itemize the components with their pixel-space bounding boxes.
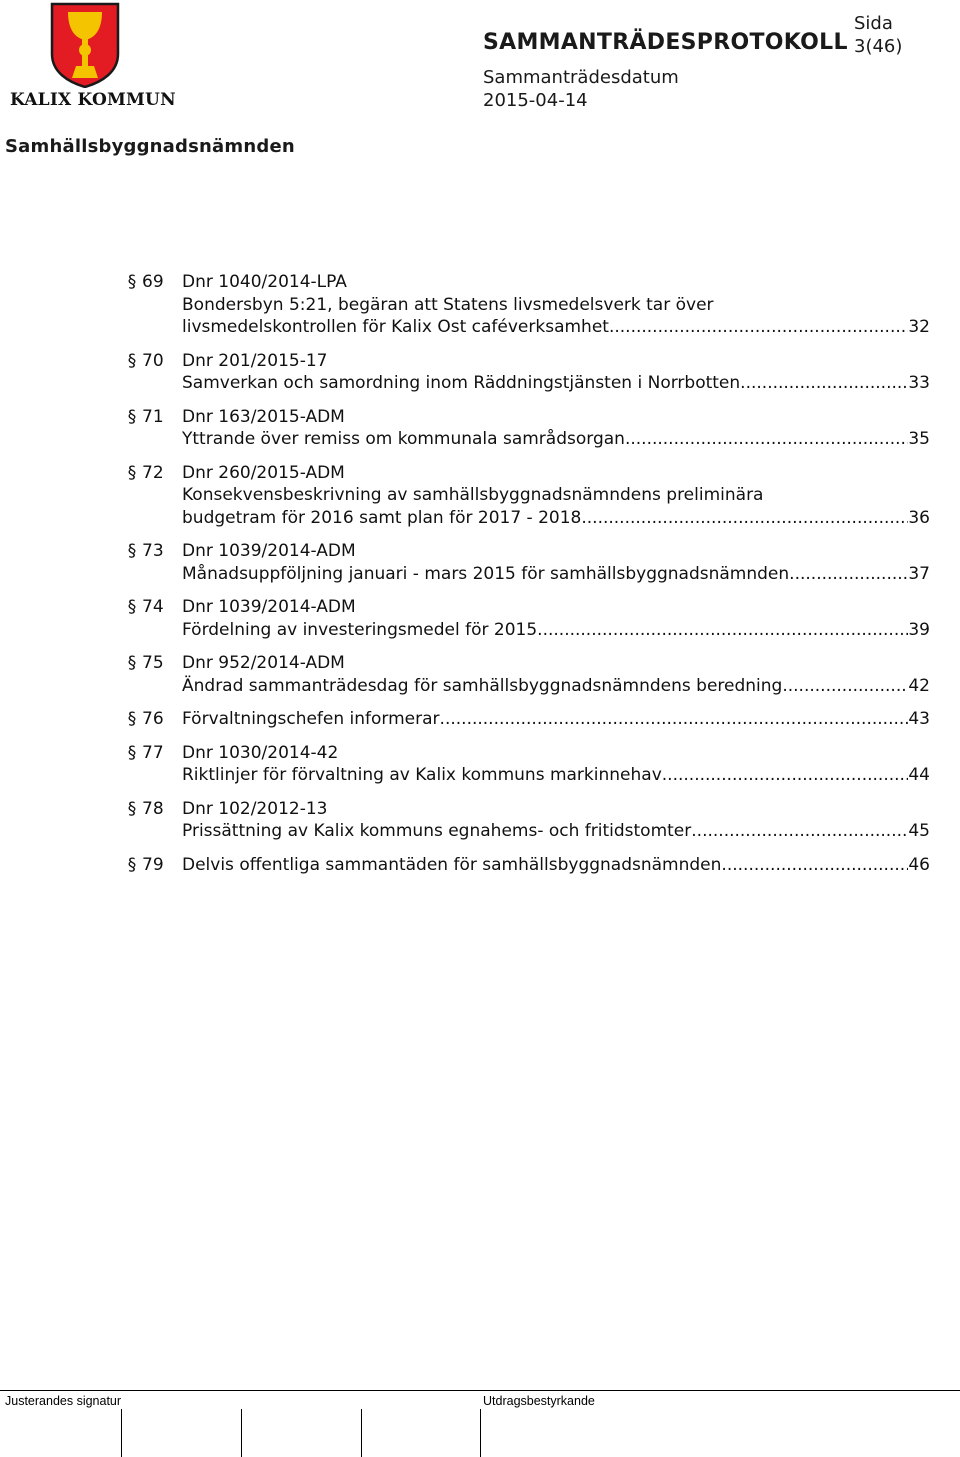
paragraph-number: 73 xyxy=(142,541,164,561)
toc-item-text: Konsekvensbeskrivning av samhällsbyggnadsnämndens preliminära xyxy=(182,485,764,505)
signature-box-divider xyxy=(121,1409,122,1457)
toc-item xyxy=(124,271,930,339)
toc-page-number: 32 xyxy=(908,317,930,337)
toc-item-body xyxy=(182,854,930,877)
toc-page-number: 35 xyxy=(908,429,930,449)
meeting-date-label: Sammanträdesdatum xyxy=(483,67,679,88)
municipality-logo xyxy=(10,2,176,114)
paragraph-sign-icon: § xyxy=(127,653,137,673)
toc-item-body xyxy=(182,350,930,395)
dot-leader xyxy=(581,507,908,530)
toc-page-number: 39 xyxy=(908,619,930,640)
paragraph-number: 70 xyxy=(142,350,164,371)
case-number: Dnr 1039/2014-ADM xyxy=(182,541,356,561)
toc-item-text: Bondersbyn 5:21, begäran att Statens livsmedelsverk tar över xyxy=(182,294,714,315)
toc-item-title-line xyxy=(182,675,930,698)
paragraph-number: 69 xyxy=(142,272,164,292)
document-title: SAMMANTRÄDESPROTOKOLL xyxy=(483,30,848,55)
logo-text: KALIX KOMMUN xyxy=(10,90,176,110)
toc-page-number: 46 xyxy=(908,854,930,875)
dot-leader xyxy=(782,675,908,698)
committee-name: Samhällsbyggnadsnämnden xyxy=(5,136,295,157)
paragraph-number: 74 xyxy=(142,597,164,617)
paragraph-number: 75 xyxy=(142,653,164,673)
dot-leader xyxy=(625,428,908,451)
paragraph-number: 79 xyxy=(142,854,164,875)
dot-leader xyxy=(691,820,908,843)
toc-item-title-line xyxy=(182,820,930,843)
dot-leader xyxy=(609,316,908,339)
toc-item-body xyxy=(182,798,930,843)
toc-item-title-line xyxy=(182,372,930,395)
toc-item-body xyxy=(182,271,930,339)
case-number: Dnr 1040/2014-LPA xyxy=(182,272,347,292)
paragraph-number: 76 xyxy=(142,709,164,729)
meeting-date: 2015-04-14 xyxy=(483,90,588,111)
toc-page-number: 42 xyxy=(908,675,930,696)
toc-page-number: 43 xyxy=(908,709,930,729)
paragraph-sign-icon: § xyxy=(127,597,137,617)
table-of-contents xyxy=(124,271,930,887)
paragraph-number: 72 xyxy=(142,462,164,483)
toc-item xyxy=(124,708,930,731)
toc-item-title: Månadsuppföljning januari - mars 2015 för samhällsbyggnadsnämnden xyxy=(182,563,790,584)
toc-item-body xyxy=(182,742,930,787)
toc-item-title-line xyxy=(182,563,930,586)
dot-leader xyxy=(789,563,908,586)
toc-item xyxy=(124,350,930,395)
paragraph-sign-icon: § xyxy=(127,798,137,819)
page-number: 3(46) xyxy=(854,36,903,57)
paragraph-sign-icon: § xyxy=(127,406,137,427)
toc-page-number: 44 xyxy=(908,765,930,785)
signature-box-divider xyxy=(480,1409,481,1457)
toc-item-body xyxy=(182,708,930,731)
toc-item-title-line xyxy=(182,708,930,731)
paragraph-number: 71 xyxy=(142,406,164,427)
toc-item-body xyxy=(182,406,930,451)
toc-page-number: 45 xyxy=(908,821,930,841)
dot-leader xyxy=(740,372,908,395)
toc-item xyxy=(124,652,930,697)
case-number: Dnr 1030/2014-42 xyxy=(182,742,339,763)
toc-item-body xyxy=(182,596,930,641)
page-label: Sida xyxy=(854,13,893,34)
dot-leader xyxy=(662,764,909,787)
toc-item-title: Samverkan och samordning inom Räddningstjänsten i Norrbotten xyxy=(182,373,741,393)
case-number: Dnr 952/2014-ADM xyxy=(182,653,345,673)
dot-leader xyxy=(721,854,908,877)
paragraph-number: 78 xyxy=(142,798,164,819)
toc-item xyxy=(124,406,930,451)
paragraph-sign-icon: § xyxy=(127,272,137,292)
toc-item-title: budgetram för 2016 samt plan för 2017 - 2018 xyxy=(182,507,582,528)
case-number: Dnr 260/2015-ADM xyxy=(182,462,345,483)
paragraph-sign-icon: § xyxy=(127,709,137,729)
toc-item-title: Riktlinjer för förvaltning av Kalix kommuns markinnehav xyxy=(182,765,662,785)
paragraph-sign-icon: § xyxy=(127,742,137,763)
paragraph-sign-icon: § xyxy=(127,541,137,561)
toc-item-title-line xyxy=(182,854,930,877)
toc-item xyxy=(124,540,930,585)
toc-item-title: Prissättning av Kalix kommuns egnahems- och fritidstomter xyxy=(182,821,692,841)
toc-item-title: Delvis offentliga sammantäden för samhällsbyggnadsnämnden xyxy=(182,854,722,875)
case-number: Dnr 163/2015-ADM xyxy=(182,406,345,427)
toc-page-number: 36 xyxy=(908,507,930,528)
dot-leader xyxy=(440,708,909,731)
case-number: Dnr 201/2015-17 xyxy=(182,350,328,371)
signature-box-divider xyxy=(361,1409,362,1457)
case-number: Dnr 1039/2014-ADM xyxy=(182,597,356,617)
toc-item-body xyxy=(182,462,930,530)
toc-item xyxy=(124,462,930,530)
toc-page-number: 33 xyxy=(908,373,930,393)
toc-item-title: Fördelning av investeringsmedel för 2015 xyxy=(182,619,538,640)
coat-of-arms-icon xyxy=(10,2,160,88)
extract-certification-label: Utdragsbestyrkande xyxy=(483,1394,595,1408)
toc-item-body xyxy=(182,540,930,585)
paragraph-sign-icon: § xyxy=(127,854,137,875)
case-number: Dnr 102/2012-13 xyxy=(182,798,328,819)
dot-leader xyxy=(537,619,908,642)
paragraph-sign-icon: § xyxy=(127,350,137,371)
toc-item xyxy=(124,742,930,787)
toc-item-title: Förvaltningschefen informerar xyxy=(182,709,440,729)
toc-item-body xyxy=(182,652,930,697)
toc-item-title: livsmedelskontrollen för Kalix Ost caféverksamhet xyxy=(182,317,609,337)
signature-footer xyxy=(0,1390,960,1457)
toc-page-number: 37 xyxy=(908,563,930,584)
toc-item xyxy=(124,854,930,877)
signature-label: Justerandes signatur xyxy=(5,1394,122,1408)
signature-box-divider xyxy=(241,1409,242,1457)
toc-item-title-line xyxy=(182,428,930,451)
paragraph-number: 77 xyxy=(142,742,164,763)
toc-item-title-line xyxy=(182,619,930,642)
toc-item-title-line xyxy=(182,316,930,339)
paragraph-sign-icon: § xyxy=(127,462,137,483)
toc-item-title: Ändrad sammanträdesdag för samhällsbyggnadsnämndens beredning xyxy=(182,675,783,696)
toc-item xyxy=(124,798,930,843)
toc-item xyxy=(124,596,930,641)
toc-item-title-line xyxy=(182,764,930,787)
toc-item-title: Yttrande över remiss om kommunala samrådsorgan xyxy=(182,429,625,449)
toc-item-title-line xyxy=(182,507,930,530)
